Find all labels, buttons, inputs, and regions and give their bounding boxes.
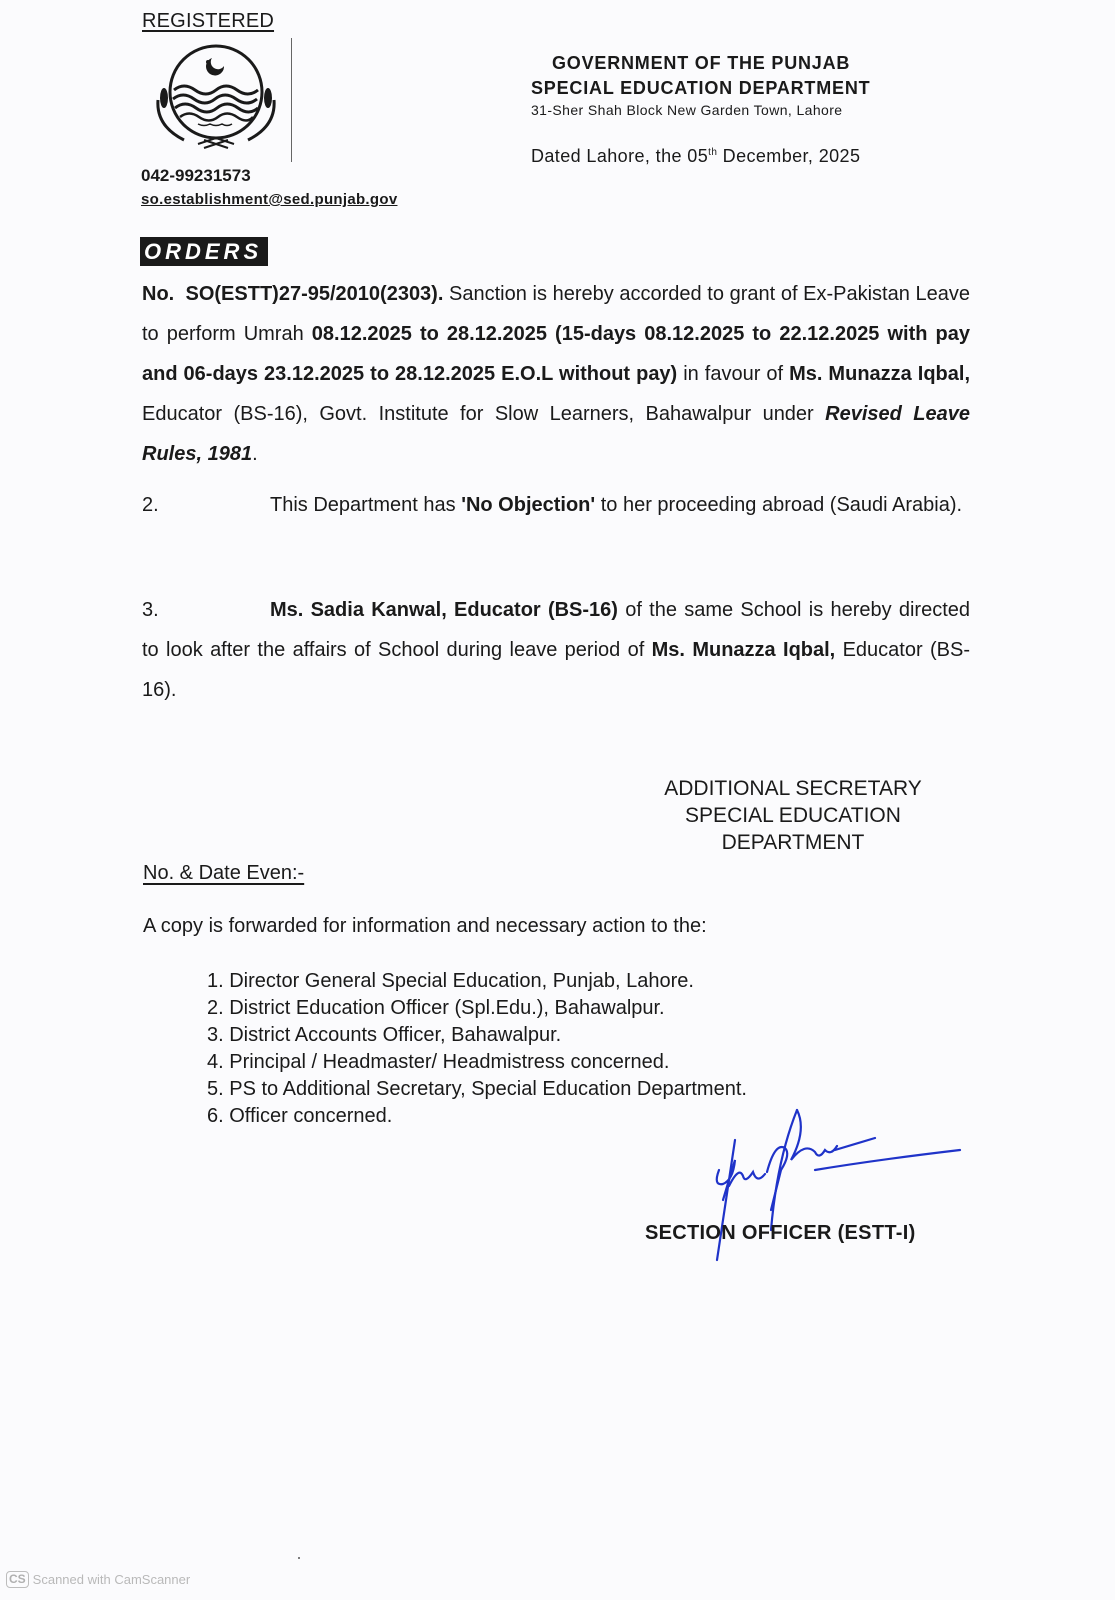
order-paragraph-1 [142,274,970,474]
camscanner-watermark [6,1571,190,1588]
endorsement-heading: No. & Date Even:- [143,862,305,884]
scan-speck [298,1557,300,1559]
signatory-line: SPECIAL EDUCATION [685,804,901,827]
camscanner-logo-icon: CS [6,1571,29,1588]
punjab-government-emblem-icon [148,40,284,160]
officiating-name: Ms. Sadia Kanwal, Educator (BS-16) [270,599,618,621]
paragraph-text: Sanction is hereby accorded to grant of Ex-Pakistan Leave to perform Umrah [142,283,970,345]
order-paragraph-2 [142,485,970,525]
signatory-line: DEPARTMENT [721,831,865,854]
department-title: SPECIAL EDUCATION DEPARTMENT [531,78,871,98]
employee-name: Ms. Munazza Iqbal, [789,363,971,385]
leave-dates: 08.12.2025 to 28.12.2025 (15-days 08.12.2025 to 22.12.2025 with pay and 06-days 23.12.2025 to 28.12.2025 E.O.L without pay) [142,323,971,385]
paragraph-text: to her proceeding abroad (Saudi Arabia). [595,494,963,516]
phone-number: 042-99231573 [141,166,251,185]
dated-rest: December, 2025 [717,146,861,166]
recipient-item: 6. Officer concerned. [207,1105,393,1127]
section-officer-title: SECTION OFFICER (ESTT-I) [645,1222,916,1244]
recipient-list [207,968,747,1130]
paragraph-number: 3. [142,599,159,621]
paragraph-text: . [252,443,258,465]
dated-ordinal: th [708,147,718,158]
department-address: 31-Sher Shah Block New Garden Town, Lahore [531,102,843,118]
recipient-item: 2. District Education Officer (Spl.Edu.), Bahawalpur. [207,997,665,1019]
additional-secretary-block [640,775,946,856]
dated-prefix: Dated Lahore, the 05 [531,146,709,166]
recipient-item: 3. District Accounts Officer, Bahawalpur. [207,1024,562,1046]
signatory-line: ADDITIONAL SECRETARY [664,777,922,800]
paragraph-text: Educator (BS-16). [142,639,970,701]
no-objection: 'No Objection' [461,494,596,516]
order-paragraph-3 [142,590,970,710]
letterhead-divider [291,38,292,162]
camscanner-text: Scanned with CamScanner [32,1572,191,1587]
paragraph-text: of the same School is hereby directed to look after the affairs of School during leave period of [142,599,970,661]
registered-label: REGISTERED [142,10,275,32]
government-title: GOVERNMENT OF THE PUNJAB [552,53,851,73]
paragraph-number: 2. [142,494,159,516]
recipient-item: 5. PS to Additional Secretary, Special Education Department. [207,1078,747,1100]
recipient-item: 4. Principal / Headmaster/ Headmistress concerned. [207,1051,670,1073]
paragraph-text: This Department has [270,494,462,516]
orders-heading: ORDERS [140,237,268,266]
order-reference: SO(ESTT)27-95/2010(2303). [185,283,444,305]
paragraph-text: in favour of [677,363,790,385]
leave-rules: Revised Leave Rules, 1981 [142,403,971,465]
employee-name: Ms. Munazza Iqbal, [651,639,836,661]
email-link[interactable]: so.establishment@sed.punjab.gov [141,191,398,208]
dated-line [531,146,860,167]
order-no-label: No. [142,283,175,305]
endorsement-intro: A copy is forwarded for information and necessary action to the: [143,915,707,937]
paragraph-text: Educator (BS-16), Govt. Institute for Slow Learners, Bahawalpur under [142,403,826,425]
recipient-item: 1. Director General Special Education, Punjab, Lahore. [207,970,694,992]
